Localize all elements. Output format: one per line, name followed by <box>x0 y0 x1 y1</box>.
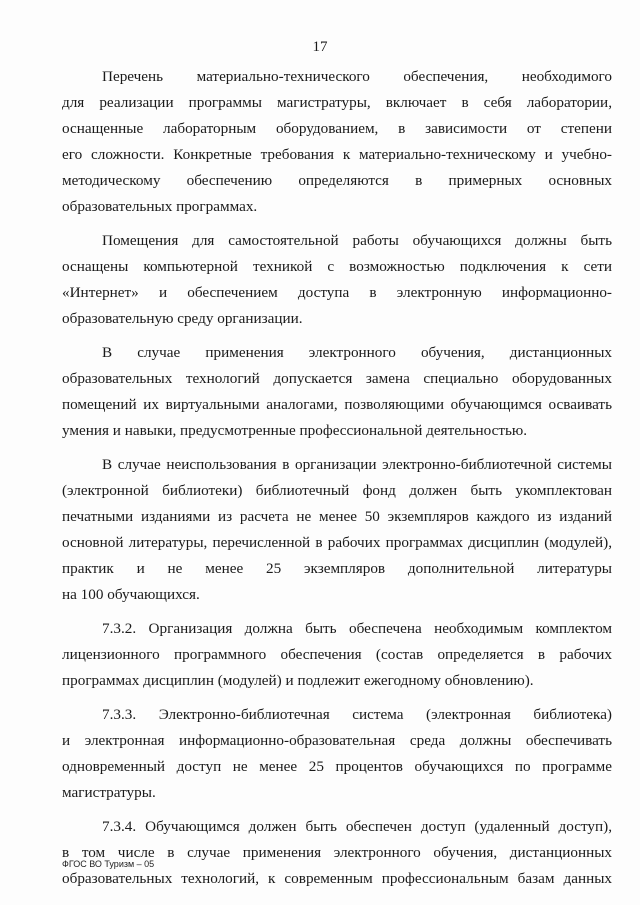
document-footer: ФГОС ВО Туризм – 05 <box>62 859 155 869</box>
text-line: «Интернет» и обеспечением доступа в электронную информационно- <box>62 284 612 301</box>
text-line: его сложности. Конкретные требования к материально-техническому и учебно- <box>62 146 612 163</box>
text-line: образовательных технологий, к современным профессиональным базам данных <box>62 870 612 887</box>
text-line: оснащены компьютерной техникой с возможностью подключения к сети <box>62 258 612 275</box>
text-line: лицензионного программного обеспечения (состав определяется в рабочих <box>62 646 612 663</box>
text-line: на 100 обучающихся. <box>62 586 200 603</box>
text-line: практик и не менее 25 экземпляров дополнительной литературы <box>62 560 612 577</box>
text-line: в том числе в случае применения электронного обучения, дистанционных <box>62 844 612 861</box>
paragraph-7-3-4 <box>62 814 612 892</box>
page-number: 17 <box>312 39 328 55</box>
text-line: В случае неиспользования в организации электронно-библиотечной системы <box>102 456 612 473</box>
text-line: 7.3.2. Организация должна быть обеспечена необходимым комплектом <box>102 620 612 637</box>
document-body <box>62 64 612 892</box>
text-line: образовательных программах. <box>62 198 258 215</box>
text-line: образовательных технологий допускается замена специально оборудованных <box>62 370 612 387</box>
text-line: 7.3.4. Обучающимся должен быть обеспечен доступ (удаленный доступ), <box>102 818 612 835</box>
text-line: Помещения для самостоятельной работы обучающихся должны быть <box>102 232 612 249</box>
text-line: Перечень материально-технического обеспечения, необходимого <box>102 68 612 85</box>
text-line: В случае применения электронного обучения, дистанционных <box>102 344 612 361</box>
paragraph-material-support <box>62 64 612 220</box>
text-line: и электронная информационно-образовательная среда должны обеспечивать <box>62 732 612 749</box>
text-line: оснащенные лабораторным оборудованием, в зависимости от степени <box>62 120 612 137</box>
text-line: для реализации программы магистратуры, включает в себя лаборатории, <box>62 94 612 111</box>
paragraph-e-learning <box>62 340 612 444</box>
paragraph-library-fund <box>62 452 612 608</box>
text-line: одновременный доступ не менее 25 процентов обучающихся по программе <box>62 758 612 775</box>
text-line: методическому обеспечению определяются в примерных основных <box>62 172 612 189</box>
text-line: программах дисциплин (модулей) и подлежит ежегодному обновлению). <box>62 672 534 689</box>
text-line: печатными изданиями из расчета не менее 50 экземпляров каждого из изданий <box>62 508 612 525</box>
text-line: магистратуры. <box>62 784 156 801</box>
paragraph-7-3-3 <box>62 702 612 806</box>
paragraph-7-3-2 <box>62 616 612 694</box>
text-line: основной литературы, перечисленной в рабочих программах дисциплин (модулей), <box>62 534 612 551</box>
text-line: помещений их виртуальными аналогами, позволяющими обучающимся осваивать <box>62 396 612 413</box>
text-line: (электронной библиотеки) библиотечный фонд должен быть укомплектован <box>62 482 612 499</box>
text-line: умения и навыки, предусмотренные профессиональной деятельностью. <box>62 422 528 439</box>
text-line: 7.3.3. Электронно-библиотечная система (электронная библиотека) <box>102 706 612 723</box>
paragraph-self-study-rooms <box>62 228 612 332</box>
text-line: образовательную среду организации. <box>62 310 303 327</box>
